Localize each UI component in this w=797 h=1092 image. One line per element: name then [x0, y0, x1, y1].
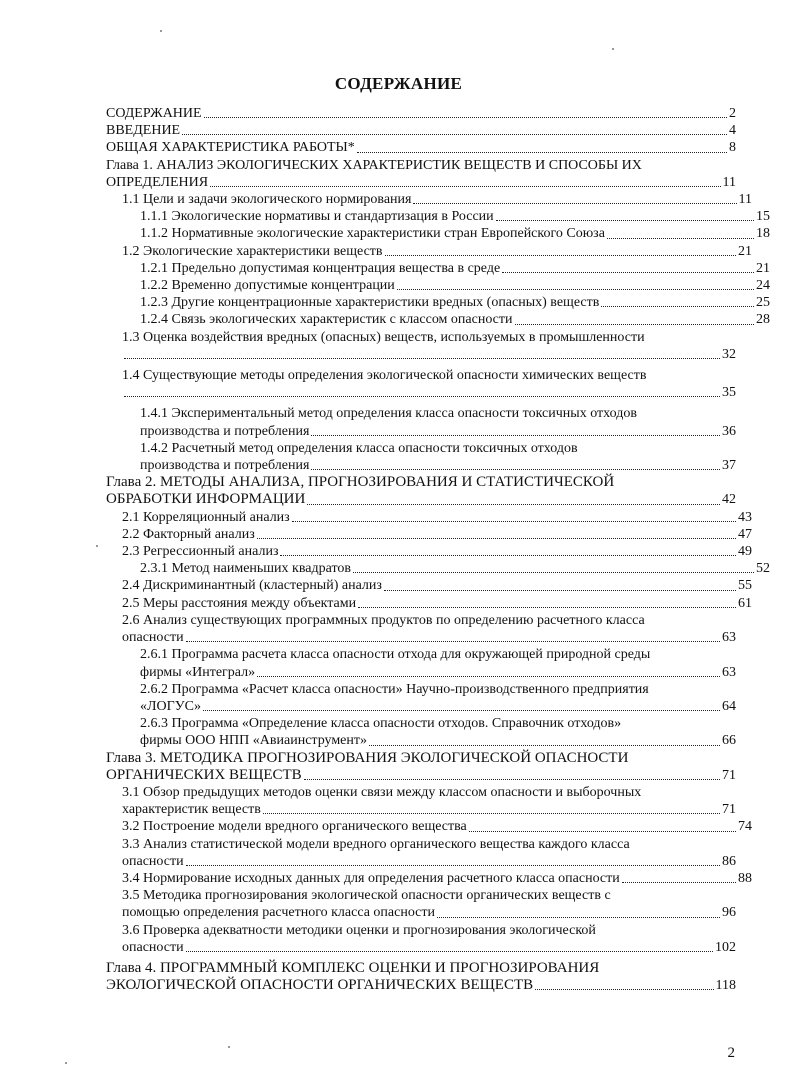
toc-leader	[384, 590, 736, 591]
toc-leader	[469, 831, 736, 832]
toc-entry-2-5[interactable]	[106, 595, 752, 612]
toc-leader	[311, 469, 720, 470]
toc-entry-text-cont: ЭКОЛОГИЧЕСКОЙ ОПАСНОСТИ ОРГАНИЧЕСКИХ ВЕЩЕСТВ	[106, 977, 534, 994]
toc-leader	[397, 289, 754, 290]
toc-entry-chapter-3[interactable]	[106, 750, 736, 784]
toc-entry-text-cont: характеристик веществ	[122, 802, 261, 818]
toc-entry-1-2-4[interactable]	[106, 311, 770, 328]
scan-speck	[96, 545, 98, 547]
toc-entry-text: 1.1.1 Экологические нормативы и стандартизация в России	[140, 209, 494, 225]
toc-leader	[210, 186, 720, 187]
toc-page: 15	[756, 209, 770, 225]
toc-entry-text: 2.3 Регрессионный анализ	[122, 544, 279, 560]
toc-entry-text: 3.4 Нормирование исходных данных для определения расчетного класса опасности	[122, 870, 620, 886]
toc-entry-text-cont: производства и потребления	[140, 458, 310, 474]
toc-entry-text: 1.2 Экологические характеристики веществ	[122, 243, 383, 259]
toc-entry-3-4[interactable]	[106, 870, 752, 887]
toc-entry-1-2-2[interactable]	[106, 277, 770, 294]
toc-entry-text: 3.2 Построение модели вредного органического вещества	[122, 819, 467, 835]
toc-page: 61	[738, 595, 752, 611]
toc-entry-text: 3.5 Методика прогнозирования экологической опасности органических веществ с	[122, 888, 611, 904]
toc-entry-1-4[interactable]	[106, 367, 736, 401]
toc-entry-chapter-1[interactable]	[106, 157, 736, 191]
toc-page: 71	[722, 767, 736, 783]
toc-page: 37	[722, 458, 736, 474]
toc-leader	[413, 203, 736, 204]
toc-page: 25	[756, 295, 770, 311]
page-title: СОДЕРЖАНИЕ	[334, 74, 463, 93]
toc-page: 52	[756, 561, 770, 577]
toc-entry-2-3-1[interactable]	[106, 560, 770, 577]
scan-speck	[612, 48, 614, 50]
toc-leader	[203, 710, 720, 711]
toc-leader	[280, 555, 736, 556]
toc-leader	[601, 306, 754, 307]
toc-leader	[263, 813, 720, 814]
toc-page: 47	[738, 526, 752, 542]
toc-entry-text: 1.2.3 Другие концентрационные характеристики вредных (опасных) веществ	[140, 295, 600, 311]
toc-entry-text-cont: фирмы «Интеграл»	[140, 664, 256, 680]
table-of-contents	[106, 105, 770, 994]
toc-entry-chapter-2[interactable]	[106, 474, 736, 508]
toc-leader	[257, 538, 736, 539]
toc-leader	[535, 989, 713, 990]
toc-entry-text: СОДЕРЖАНИЕ	[106, 106, 202, 121]
toc-leader	[607, 238, 754, 239]
toc-entry-text: 2.6 Анализ существующих программных продуктов по определению расчетного класса	[122, 612, 645, 628]
toc-entry-2-3[interactable]	[106, 543, 752, 560]
toc-leader	[496, 220, 754, 221]
toc-leader	[622, 882, 736, 883]
toc-entry-text: 2.3.1 Метод наименьших квадратов	[140, 561, 352, 577]
toc-page: 64	[722, 698, 736, 714]
toc-entry-text: 1.3 Оценка воздействия вредных (опасных) веществ, используемых в промышленности	[122, 329, 645, 345]
toc-page: 63	[722, 664, 736, 680]
toc-page: 88	[738, 870, 752, 886]
toc-entry-text: 2.4 Дискриминантный (кластерный) анализ	[122, 578, 382, 594]
toc-entry-2-6-2[interactable]	[106, 681, 736, 715]
toc-entry-1-2-1[interactable]	[106, 260, 770, 277]
toc-entry-text: 1.4 Существующие методы определения экологической опасности химических веществ	[122, 368, 647, 384]
toc-entry-text: 3.1 Обзор предыдущих методов оценки связи между классом опасности и выборочных	[122, 784, 642, 800]
toc-leader	[358, 607, 736, 608]
toc-entry-1-4-1[interactable]	[106, 405, 736, 439]
toc-leader	[307, 504, 720, 505]
toc-entry-text: 2.5 Меры расстояния между объектами	[122, 595, 357, 611]
toc-entry-1-1-1[interactable]	[106, 208, 770, 225]
toc-entry-1-1-2[interactable]	[106, 225, 770, 242]
toc-entry-text: 1.2.2 Временно допустимые концентрации	[140, 278, 395, 294]
toc-leader	[124, 396, 720, 397]
toc-entry-1-2[interactable]	[106, 243, 752, 260]
toc-entry-text: 2.6.3 Программа «Определение класса опасности отходов. Справочник отходов»	[140, 716, 622, 732]
toc-entry-introduction[interactable]	[106, 122, 736, 139]
toc-entry-1-3[interactable]	[106, 329, 736, 363]
toc-entry-1-2-3[interactable]	[106, 294, 770, 311]
toc-entry-text-cont: помощью определения расчетного класса опасности	[122, 905, 435, 921]
toc-entry-2-6[interactable]	[106, 612, 736, 646]
toc-entry-text: Глава 3. МЕТОДИКА ПРОГНОЗИРОВАНИЯ ЭКОЛОГИЧЕСКОЙ ОПАСНОСТИ	[106, 749, 629, 766]
toc-page: 11	[738, 192, 752, 208]
toc-entry-text: 1.4.2 Расчетный метод определения класса опасности токсичных отходов	[140, 440, 578, 456]
toc-entry-3-6[interactable]	[106, 922, 736, 956]
scan-speck	[160, 30, 162, 32]
toc-leader	[186, 951, 713, 952]
toc-page: 63	[722, 630, 736, 646]
toc-page: 18	[756, 226, 770, 242]
toc-entry-chapter-4[interactable]	[106, 960, 736, 994]
toc-page: 86	[722, 853, 736, 869]
toc-leader	[353, 572, 754, 573]
toc-entry-text: 1.2.1 Предельно допустимая концентрация вещества в среде	[140, 260, 501, 276]
toc-leader	[186, 641, 720, 642]
toc-page: 42	[722, 492, 736, 508]
toc-page: 118	[715, 978, 736, 994]
toc-entry-text: 2.6.1 Программа расчета класса опасности отхода для окружающей природной среды	[140, 647, 651, 663]
toc-page: 74	[738, 819, 752, 835]
toc-leader	[369, 745, 720, 746]
toc-page: 43	[738, 509, 752, 525]
toc-entry-text-cont: «ЛОГУС»	[140, 698, 201, 714]
toc-entry-text-cont: ОРГАНИЧЕСКИХ ВЕЩЕСТВ	[106, 766, 302, 783]
toc-leader	[292, 521, 736, 522]
toc-leader	[257, 676, 720, 677]
toc-entry-3-1[interactable]	[106, 784, 736, 818]
toc-entry-text-cont: опасности	[122, 853, 184, 869]
toc-leader	[304, 779, 720, 780]
toc-entry-text-cont: производства и потребления	[140, 423, 310, 439]
toc-entry-1-4-2[interactable]	[106, 440, 736, 474]
toc-entry-text-cont: ОПРЕДЕЛЕНИЯ	[106, 174, 209, 190]
toc-entry-text-cont: фирмы ООО НПП «Авиаинструмент»	[140, 733, 368, 749]
toc-entry-2-2[interactable]	[106, 526, 752, 543]
toc-leader	[437, 917, 720, 918]
toc-leader	[182, 134, 727, 135]
toc-entry-general-description[interactable]	[106, 139, 736, 156]
toc-entry-text: 2.2 Факторный анализ	[122, 526, 255, 542]
toc-page: 8	[729, 140, 736, 156]
toc-page: 96	[722, 905, 736, 921]
toc-page: 32	[722, 346, 736, 362]
toc-page: 55	[738, 578, 752, 594]
toc-page: 28	[756, 312, 770, 328]
toc-entry-1-1[interactable]	[106, 191, 752, 208]
toc-entry-text: Глава 1. АНАЛИЗ ЭКОЛОГИЧЕСКИХ ХАРАКТЕРИСТИК ВЕЩЕСТВ И СПОСОБЫ ИХ	[106, 157, 642, 173]
toc-entry-3-3[interactable]	[106, 836, 736, 870]
toc-leader	[186, 865, 720, 866]
toc-leader	[515, 324, 755, 325]
scan-speck	[65, 1062, 67, 1064]
toc-entry-3-5[interactable]	[106, 887, 736, 921]
page-number: 2	[727, 1045, 735, 1061]
toc-entry-2-1[interactable]	[106, 509, 752, 526]
toc-entry-text-cont: опасности	[122, 630, 184, 646]
toc-leader	[311, 435, 720, 436]
toc-entry-text: Глава 4. ПРОГРАММНЫЙ КОМПЛЕКС ОЦЕНКИ И ПРОГНОЗИРОВАНИЯ	[106, 959, 600, 976]
toc-entry-text-cont: опасности	[122, 939, 184, 955]
toc-entry-text: 1.1 Цели и задачи экологического нормирования	[122, 192, 412, 208]
toc-page: 21	[738, 243, 752, 259]
toc-entry-contents[interactable]	[106, 105, 736, 122]
toc-page: 71	[722, 802, 736, 818]
toc-page: 2	[729, 106, 736, 121]
toc-page: 35	[722, 385, 736, 401]
toc-entry-text: 2.1 Корреляционный анализ	[122, 509, 290, 525]
toc-leader	[502, 272, 754, 273]
toc-leader	[357, 152, 727, 153]
toc-page: 49	[738, 544, 752, 560]
toc-entry-text-cont: ОБРАБОТКИ ИНФОРМАЦИИ	[106, 491, 306, 508]
toc-entry-2-4[interactable]	[106, 577, 752, 594]
toc-page: 36	[722, 423, 736, 439]
toc-page: 4	[729, 123, 736, 139]
toc-entry-text: 1.2.4 Связь экологических характеристик с классом опасности	[140, 312, 513, 328]
toc-page: 24	[756, 278, 770, 294]
toc-entry-text: 1.1.2 Нормативные экологические характеристики стран Европейского Союза	[140, 226, 605, 242]
toc-entry-text: 3.3 Анализ статистической модели вредного органического вещества каждого класса	[122, 836, 630, 852]
toc-entry-text: 2.6.2 Программа «Расчет класса опасности» Научно-производственного предприятия	[140, 681, 649, 697]
toc-page: 21	[756, 260, 770, 276]
toc-entry-2-6-1[interactable]	[106, 646, 736, 680]
scan-speck	[228, 1046, 230, 1048]
toc-entry-2-6-3[interactable]	[106, 715, 736, 749]
toc-leader	[204, 117, 727, 118]
toc-entry-text: ВВЕДЕНИЕ	[106, 123, 181, 139]
toc-entry-text: Глава 2. МЕТОДЫ АНАЛИЗА, ПРОГНОЗИРОВАНИЯ И СТАТИСТИЧЕСКОЙ	[106, 474, 615, 491]
toc-leader	[385, 255, 736, 256]
toc-entry-text: ОБЩАЯ ХАРАКТЕРИСТИКА РАБОТЫ*	[106, 140, 355, 156]
toc-leader	[124, 358, 720, 359]
toc-entry-3-2[interactable]	[106, 818, 752, 835]
toc-page: 66	[722, 733, 736, 749]
toc-page: 11	[722, 174, 736, 190]
toc-page: 102	[715, 939, 736, 955]
toc-entry-text: 3.6 Проверка адекватности методики оценки и прогнозирования экологической	[122, 922, 596, 938]
toc-entry-text: 1.4.1 Экспериментальный метод определения класса опасности токсичных отходов	[140, 406, 637, 422]
